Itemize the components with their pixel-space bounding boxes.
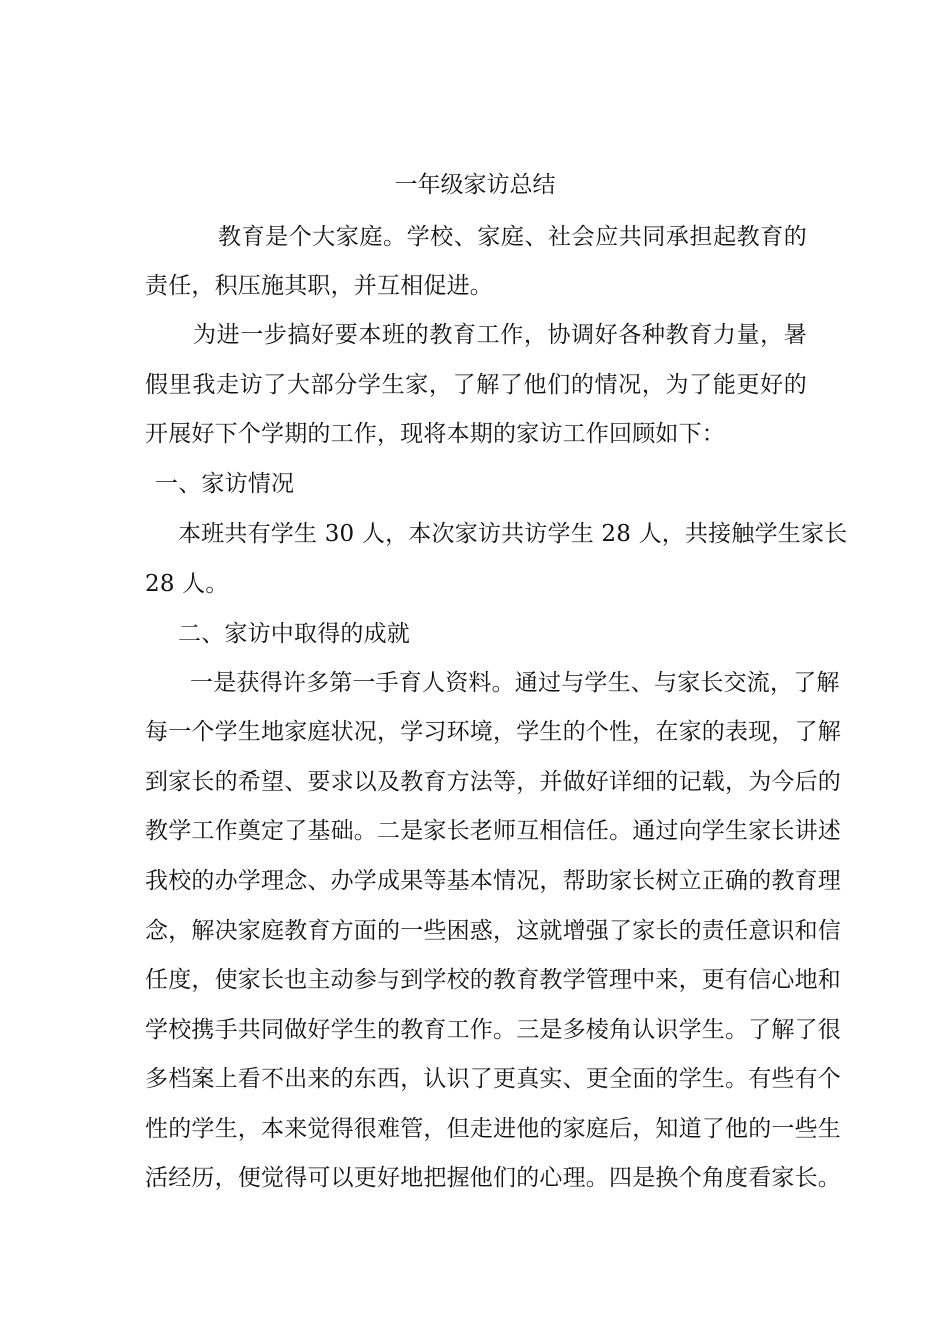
- paragraph-line: 假里我走访了大部分学生家，了解了他们的情况，为了能更好的: [145, 372, 807, 398]
- paragraph-line: 学校携手共同做好学生的教育工作。三是多棱角认识学生。了解了很: [145, 1017, 841, 1043]
- paragraph-line: 任度，使家长也主动参与到学校的教育教学管理中来，更有信心地和: [145, 967, 841, 993]
- paragraph-line: 性的学生，本来觉得很难管，但走进他的家庭后，知道了他的一些生: [145, 1116, 841, 1142]
- paragraph-line: 本班共有学生 30 人，本次家访共访学生 28 人，共接触学生家长: [178, 521, 848, 547]
- paragraph-line: 到家长的希望、要求以及教育方法等，并做好详细的记载，为今后的: [145, 769, 841, 795]
- paragraph-line: 每一个学生地家庭状况，学习环境，学生的个性，在家的表现，了解: [145, 719, 841, 745]
- paragraph-line: 教育是个大家庭。学校、家庭、社会应共同承担起教育的: [218, 224, 807, 250]
- paragraph-line: 教学工作奠定了基础。二是家长老师互相信任。通过向学生家长讲述: [145, 818, 841, 844]
- paragraph-line: 责任，积压施其职，并互相促进。: [145, 273, 493, 299]
- paragraph-line: 活经历，便觉得可以更好地把握他们的心理。四是换个角度看家长。: [145, 1165, 841, 1191]
- paragraph-line: 我校的办学理念、办学成果等基本情况，帮助家长树立正确的教育理: [145, 868, 841, 894]
- paragraph-line: 为进一步搞好要本班的教育工作，协调好各种教育力量，暑: [193, 322, 807, 348]
- paragraph-line: 念，解决家庭教育方面的一些困惑，这就增强了家长的责任意识和信: [145, 918, 841, 944]
- section-heading: 一、家访情况: [155, 471, 295, 497]
- paragraph-line: 开展好下个学期的工作，现将本期的家访工作回顾如下：: [145, 421, 725, 447]
- document-title: 一年级家访总结: [394, 172, 556, 198]
- section-heading: 二、家访中取得的成就: [178, 621, 410, 647]
- paragraph-line: 28 人。: [145, 571, 229, 597]
- paragraph-line: 一是获得许多第一手育人资料。通过与学生、与家长交流，了解: [190, 670, 840, 696]
- paragraph-line: 多档案上看不出来的东西，认识了更真实、更全面的学生。有些有个: [145, 1066, 841, 1092]
